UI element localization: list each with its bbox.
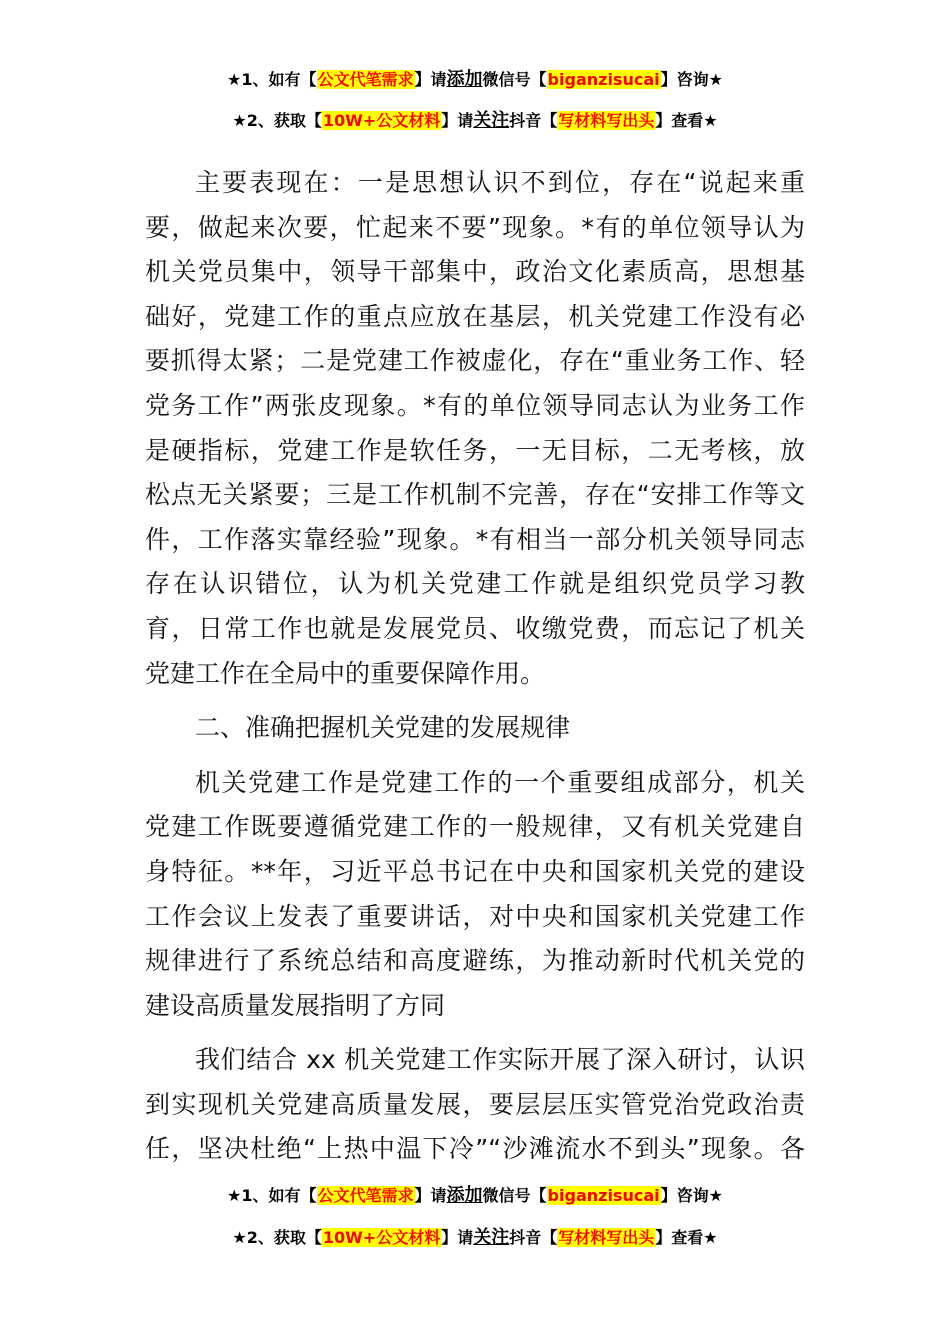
highlighted-text: 10W+公文材料 — [322, 111, 441, 130]
header-notice-line-2 — [0, 108, 950, 134]
notice-text: 】查看★ — [655, 1228, 718, 1247]
text-line: 要，做起来次要，忙起来不要”现象。*有的单位领导认为 — [145, 212, 805, 242]
text-line: 要抓得太紧；二是党建工作被虚化，存在“重业务工作、轻 — [145, 346, 805, 376]
notice-text: 】咨询★ — [660, 1186, 723, 1205]
highlighted-text: 写材料写出头 — [558, 111, 655, 130]
text-line: 党建工作既要遵循党建工作的一般规律，又有机关党建自 — [145, 812, 805, 842]
text-line: 存在认识错位，认为机关党建工作就是组织党员学习教 — [145, 569, 805, 599]
notice-text: ★1、如有【 — [227, 1186, 317, 1205]
document-body — [145, 161, 805, 1172]
notice-text: ★2、获取【 — [232, 1228, 322, 1247]
highlighted-text: 写材料写出头 — [558, 1228, 655, 1247]
highlighted-text: biganzisucai — [547, 70, 660, 89]
text-line: 础好，党建工作的重点应放在基层，机关党建工作没有必 — [145, 301, 805, 331]
notice-text: 】查看★ — [655, 111, 718, 130]
notice-text: 】请 — [441, 111, 474, 130]
text-line: 是硬指标，党建工作是软任务，一无目标，二无考核，放 — [145, 435, 805, 465]
text-line: 机关党员集中，领导干部集中，政治文化素质高，思想基 — [145, 257, 805, 287]
highlighted-text: biganzisucai — [547, 1186, 660, 1205]
highlighted-text: 公文代笔需求 — [317, 1186, 414, 1205]
text-line: 任，坚决杜绝“上热中温下冷”“沙滩流水不到头”现象。各 — [145, 1134, 805, 1164]
text-line: 主要表现在：一是思想认识不到位，存在“说起来重 — [195, 168, 805, 197]
notice-text: ★1、如有【 — [227, 70, 317, 89]
footer-notice-line-2 — [0, 1225, 950, 1251]
header-notice-line-1 — [0, 67, 950, 93]
text-line: 到实现机关党建高质量发展，要层层压实管党治党政治责 — [145, 1089, 805, 1119]
underlined-text: 添加 — [446, 1185, 483, 1206]
text-line: 建设高质量发展指明了方同 — [145, 990, 446, 1020]
notice-text: 】请 — [414, 70, 447, 89]
paragraph-2 — [145, 761, 805, 1029]
text-line: 育，日常工作也就是发展党员、收缴党费，而忘记了机关 — [145, 613, 805, 643]
section-heading: 二、准确把握机关党建的发展规律 — [195, 713, 571, 743]
notice-text: 】请 — [441, 1228, 474, 1247]
paragraph-1 — [145, 161, 805, 696]
text-line: 身特征。**年，习近平总书记在中央和国家机关党的建设 — [145, 856, 805, 886]
highlighted-text: 公文代笔需求 — [317, 70, 414, 89]
underlined-text: 关注 — [473, 1227, 510, 1248]
underlined-text: 关注 — [473, 110, 510, 131]
notice-text: 微信号【 — [482, 1186, 547, 1205]
text-line: 党务工作”两张皮现象。*有的单位领导同志认为业务工作 — [145, 390, 805, 420]
notice-text: 】请 — [414, 1186, 447, 1205]
footer-notice-line-1 — [0, 1183, 950, 1209]
text-line: 件，工作落实靠经验”现象。*有相当一部分机关领导同志 — [145, 524, 805, 554]
notice-text: ★2、获取【 — [232, 111, 322, 130]
text-line: 松点无关紧要；三是工作机制不完善，存在“安排工作等文 — [145, 480, 805, 510]
notice-text: 抖音【 — [509, 1228, 558, 1247]
highlighted-text: 10W+公文材料 — [322, 1228, 441, 1247]
text-line: 工作会议上发表了重要讲话，对中央和国家机关党建工作 — [145, 901, 805, 931]
paragraph-3 — [145, 1038, 805, 1172]
notice-text: 】咨询★ — [660, 70, 723, 89]
text-line: 我们结合 xx 机关党建工作实际开展了深入研讨，认识 — [195, 1045, 805, 1075]
text-line: 规律进行了系统总结和高度避练，为推动新时代机关党的 — [145, 946, 805, 976]
underlined-text: 添加 — [446, 69, 483, 90]
text-line: 机关党建工作是党建工作的一个重要组成部分，机关 — [195, 767, 805, 797]
notice-text: 抖音【 — [509, 111, 558, 130]
notice-text: 微信号【 — [482, 70, 547, 89]
text-line: 党建工作在全局中的重要保障作用。 — [145, 658, 546, 688]
